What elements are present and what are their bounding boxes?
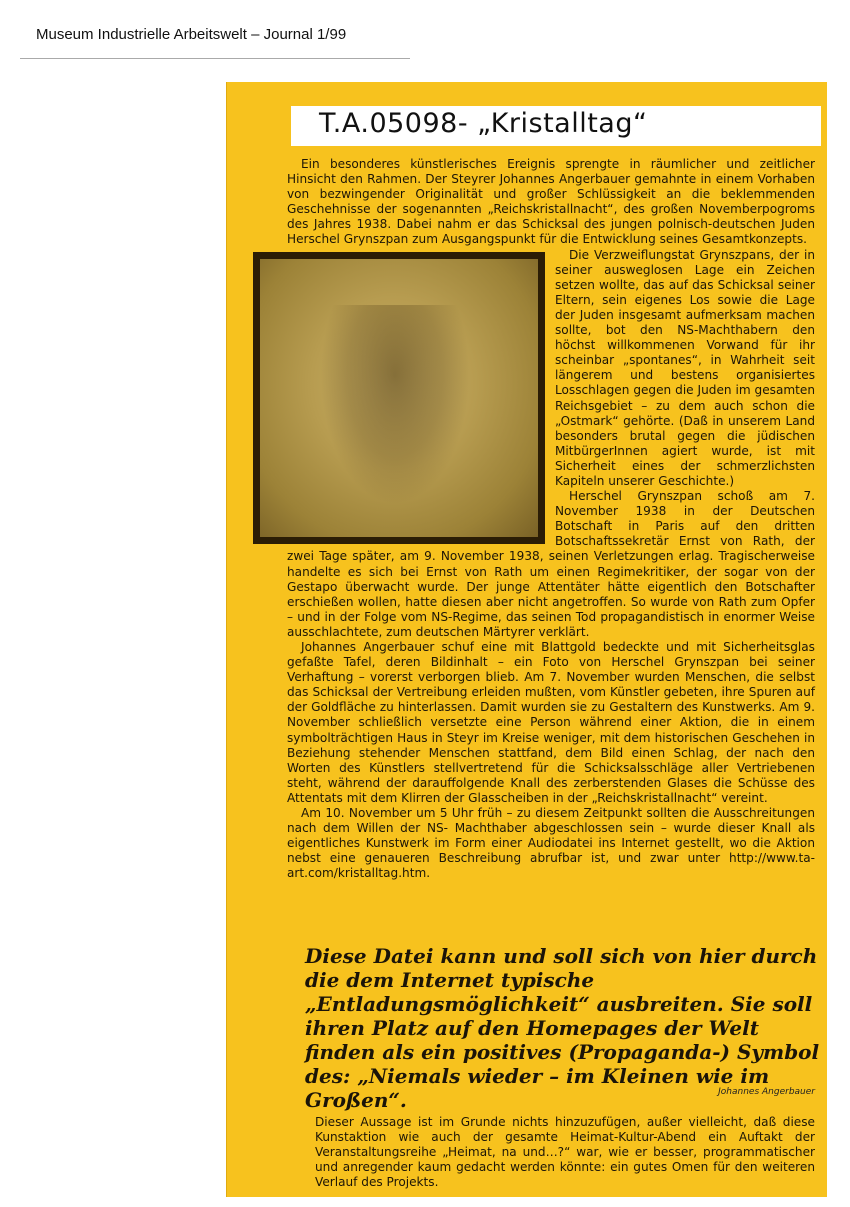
article-body [287,157,815,882]
paragraph-4: Johannes Angerbauer schuf eine mit Blattgold bedeckte und mit Sicherheitsglas gefaßte Tafel, deren Bildinhalt – ein Foto von Herschel Grynszpan bei seiner Verhaftung – vorerst verborgen blieb. Am 7. November wurden Menschen, die selbst das Schicksal der Vertreibung erleiden mußten, vom Künstler gebeten, ihre Spuren auf der Goldfläche zu hinterlassen. Damit wurden sie zu Gestaltern des Kunstwerks. Am 9. November schließlich versetzte eine Person während einer Aktion, die in einem symbolträchtigen Haus in Steyr im Kreise weniger, mit dem historischen Geschehen in Beziehung stehender Menschen stattfand, dem Bild einen Schlag, der nach den Worten des Künstlers stellvertretend für die Schicksalsschläge aller Vertriebenen steht, während der darauffolgende Knall des zerberstenden Glases die Schüsse des Attentats mit dem Klirren der Glasscheiben in der „Reichskristallnacht“ vereint. [287,640,815,805]
article-page [226,82,827,1197]
article-title: T.A.05098- „Kristalltag“ [319,108,648,139]
journal-header: Museum Industrielle Arbeitswelt – Journal 1/99 [36,26,347,43]
paragraph-5: Am 10. November um 5 Uhr früh – zu diesem Zeitpunkt sollten die Ausschreitungen nach dem Willen der NS- Machthaber abgeschlossen sein – wurde dieser Knall als eigentliches Kunstwerk im Form einer Audiodatei ins Internet gestellt, wo die Aktion nebst eine genaueren Beschreibung abrufbar ist, und zwar unter http://www.ta-art.com/kristalltag.htm. [287,806,815,881]
paragraph-2: Die Verzweiflungstat Grynszpans, der in seiner ausweglosen Lage ein Zeichen setzen wollte, das auf das Schicksal seiner Eltern, sein eigenes Los sowie die Lage der Juden insgesamt aufmerksam machen sollte, bot den NS-Machthabern den höchst willkommenen Vorwand für ihr scheinbar „spontanes“, in Wahrheit seit längerem und bestens organisiertes Losschlagen gegen die Juden im gesamten Reichsgebiet – zu dem auch schon die „Ostmark“ gehörte. (Daß in unserem Land besonders brutal gegen die jüdischen MitbürgerInnen agiert wurde, ist mit Sicherheit eines der schmerzlichsten Kapiteln unserer Geschichte.) [555,247,815,488]
portrait-silhouette [320,305,470,505]
title-bar [291,106,821,146]
header-divider [20,58,410,59]
paragraph-1: Ein besonderes künstlerisches Ereignis sprengte in räumlicher und zeitlicher Hinsicht den Rahmen. Der Steyrer Johannes Angerbauer gemahnte in einem Vorhaben von bezwingender Originalität und großer Schlüssigkeit an die beklemmenden Geschehnisse der sogenannten „Reichskristallnacht“, des großen Novemberpogroms des Jahres 1938. Dabei nahm er das Schicksal des jungen polnisch-deutschen Juden Herschel Grynszpan zum Ausgangspunkt für die Entwicklung seines Gesamtkonzepts. [287,157,815,247]
quote-author: Johannes Angerbauer [718,1087,815,1097]
closing-paragraph: Dieser Aussage ist im Grunde nichts hinzuzufügen, außer vielleicht, daß diese Kunstaktion wie auch der gesamte Heimat-Kultur-Abend ein Auftakt der Veranstaltungsreihe „Heimat, na und…?“ war, wie er besser, programmatischer und anregender kaum gedacht werden könnte: ein gutes Omen für den weiteren Verlauf des Projekts. [315,1115,815,1190]
gold-panel-image [260,259,538,537]
grynszpan-photo [253,252,545,544]
pull-quote: Diese Datei kann und soll sich von hier durch die dem Internet typische „Entladungsmöglichkeit“ ausbreiten. Sie soll ihren Platz auf den Homepages der Welt finden als ein positives (Propaganda-) Symbol des: „Niemals wieder – im Kleinen wie im Großen“. [305,944,820,1112]
paragraph-3: Herschel Grynszpan schoß am 7. November 1938 in der Deutschen Botschaft in Paris auf den dritten Botschaftssekretär Ernst von Rath, der zwei Tage später, am 9. November 1938, seinen Verletzungen erlag. Tragischerweise handelte es sich bei Ernst von Rath um einen Regimekritiker, der sogar von der Gestapo überwacht wurde. Der junge Attentäter hätte eigentlich den Botschafter erschießen wollen, hatte diesen aber nicht angetroffen. So wurde von Rath zum Opfer – und in der Folge vom NS-Regime, das seinen Tod propagandistisch in enormer Weise ausschlachtete, zum deutschen Märtyrer verklärt. [287,489,815,639]
